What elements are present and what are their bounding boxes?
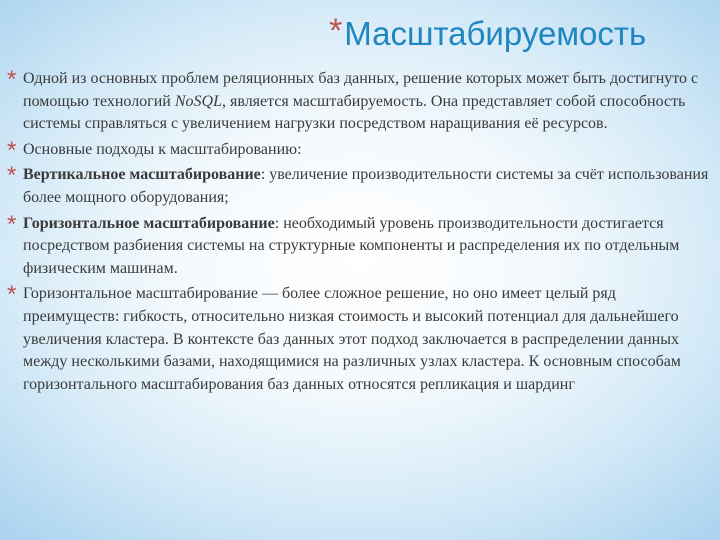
bullet-star-icon: *: [7, 281, 17, 309]
bullet-nosql-scalability: [7, 68, 715, 136]
slide-title: Масштабируемость: [344, 15, 647, 52]
slide-title-row: [329, 6, 646, 62]
bullet-text: Одной из основных проблем реляционных баз данных, решение которых может быть достигнуто с помощью технологий: [23, 70, 699, 110]
bullet-star-icon: *: [7, 210, 17, 238]
nosql-term: NoSQL: [174, 92, 222, 110]
bullet-star-icon: *: [7, 136, 17, 164]
bullet-text: : необходимый уровень производительности достигается посредством разбиения системы на структурные компоненты и распределения их по отдельным физическим машинам.: [23, 214, 680, 277]
horizontal-scaling-term: Горизонтальное масштабирование: [23, 214, 275, 232]
bullet-star-icon: *: [7, 162, 17, 190]
bullet-horizontal-advantages: [7, 283, 715, 396]
bullet-approaches: [7, 136, 715, 164]
bullet-vertical-scaling: [7, 164, 715, 209]
bullet-text: : увеличение производительности системы за счёт использования более мощного оборудования;: [23, 166, 709, 206]
vertical-scaling-term: Вертикальное масштабирование: [23, 166, 261, 184]
bullet-horizontal-scaling: [7, 210, 715, 281]
title-star-icon: *: [329, 12, 343, 50]
bullet-text: , является масштабируемость. Она представляет собой способность системы справляться с увеличением нагрузки посредством наращивания её ресурсов.: [23, 92, 686, 133]
bullet-text: Основные подходы к масштабированию:: [23, 140, 302, 158]
bullet-star-icon: *: [7, 66, 17, 93]
slide-body: [7, 68, 715, 399]
bullet-text: Горизонтальное масштабирование — более сложное решение, но оно имеет целый ряд преимуществ: гибкость, относительно низкая стоимость и высокий потенциал для дальнейшего увеличения кластера. В контексте баз данных этот подход заключается в распределении данных между несколькими базами, находящимися на различных узлах кластера. К основным способам горизонтального масштабирования баз данных относятся репликация и шардинг: [23, 285, 681, 393]
